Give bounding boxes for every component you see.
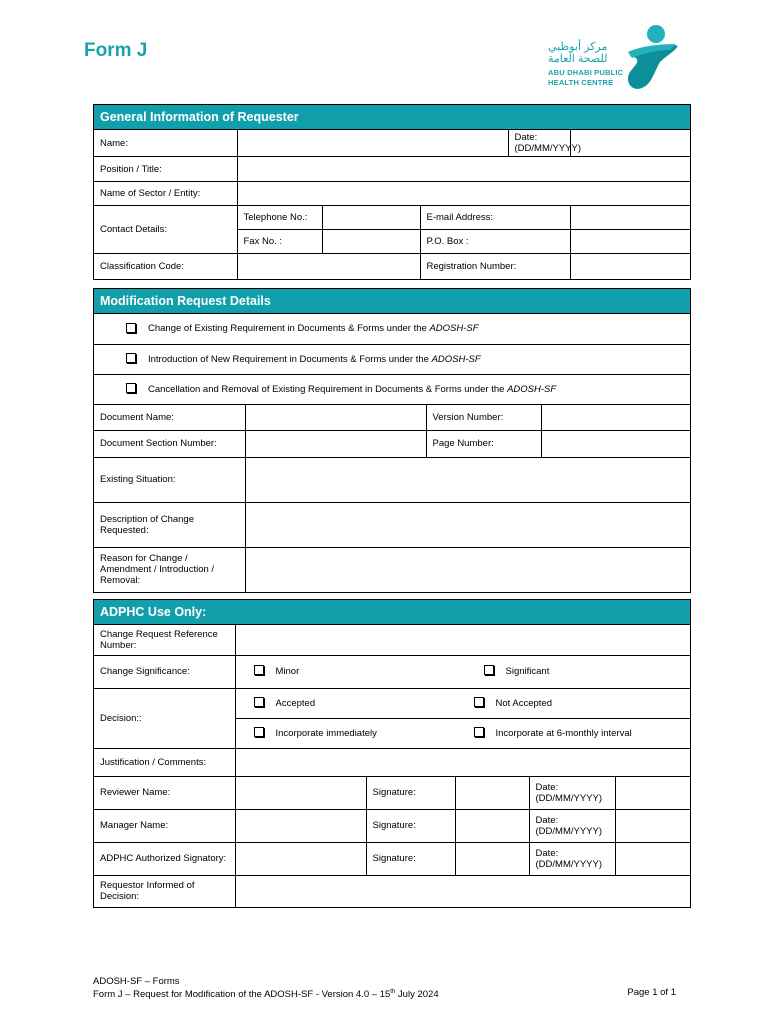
manager-field[interactable] — [235, 809, 366, 842]
checkbox-icon[interactable] — [254, 665, 264, 675]
general-information-section — [93, 104, 691, 280]
justification-field[interactable] — [235, 748, 690, 776]
email-field[interactable] — [570, 206, 690, 230]
contact-label: Contact Details: — [94, 206, 237, 254]
reviewer-label: Reviewer Name: — [94, 776, 235, 809]
sector-label: Name of Sector / Entity: — [94, 182, 237, 206]
option-not-accepted[interactable]: Not Accepted — [474, 698, 553, 709]
footer-line1: ADOSH-SF – Forms — [93, 976, 180, 987]
checkbox-icon[interactable] — [126, 323, 136, 333]
authorized-signatory-field[interactable] — [235, 842, 366, 875]
authorized-date-field[interactable] — [615, 842, 690, 875]
document-section-label: Document Section Number: — [94, 430, 245, 457]
name-field[interactable] — [237, 130, 508, 157]
manager-signature-field[interactable] — [455, 809, 529, 842]
option-accepted[interactable]: Accepted — [254, 698, 474, 709]
form-title: Form J — [84, 40, 148, 61]
checkbox-icon[interactable] — [126, 383, 136, 393]
position-label: Position / Title: — [94, 157, 237, 182]
document-name-label: Document Name: — [94, 404, 245, 430]
reviewer-signature-field[interactable] — [455, 776, 529, 809]
logo-arabic-line1: مركز أبوظبي — [548, 41, 608, 53]
manager-date-field[interactable] — [615, 809, 690, 842]
significance-options — [235, 655, 690, 688]
footer-line2: Form J – Request for Modification of the ADOSH-SF - Version 4.0 – 15th July 2024 — [93, 989, 439, 1001]
sector-field[interactable] — [237, 182, 690, 206]
reason-field[interactable] — [245, 547, 690, 592]
authorized-signatory-label: ADPHC Authorized Signatory: — [94, 842, 235, 875]
decision-row-2 — [235, 718, 690, 748]
significance-label: Change Significance: — [94, 655, 235, 688]
email-label: E-mail Address: — [420, 206, 570, 230]
fax-field[interactable] — [322, 230, 420, 254]
date-field[interactable] — [570, 130, 690, 157]
modification-section — [93, 288, 691, 593]
checkbox-icon[interactable] — [474, 697, 484, 707]
version-label: Version Number: — [426, 404, 541, 430]
requestor-informed-field[interactable] — [235, 875, 690, 907]
reviewer-date-label: Date: (DD/MM/YYYY) — [529, 776, 615, 809]
authorized-signature-label: Signature: — [366, 842, 455, 875]
date-label: Date: (DD/MM/YYYY) — [508, 130, 570, 157]
decision-label: Decision:: — [94, 688, 235, 748]
telephone-field[interactable] — [322, 206, 420, 230]
checkbox-icon[interactable] — [484, 665, 494, 675]
option-change-existing[interactable]: Change of Existing Requirement in Documents & Forms under the ADOSH-SF — [94, 314, 690, 344]
document-name-field[interactable] — [245, 404, 426, 430]
reviewer-signature-label: Signature: — [366, 776, 455, 809]
reviewer-date-field[interactable] — [615, 776, 690, 809]
adphc-logo — [540, 22, 682, 94]
footer — [93, 976, 439, 1000]
manager-signature-label: Signature: — [366, 809, 455, 842]
manager-date-label: Date: (DD/MM/YYYY) — [529, 809, 615, 842]
logo-english-line2: HEALTH CENTRE — [548, 78, 614, 87]
checkbox-icon[interactable] — [254, 727, 264, 737]
logo-english-line1: ABU DHABI PUBLIC — [548, 68, 624, 77]
checkbox-icon[interactable] — [474, 727, 484, 737]
telephone-label: Telephone No.: — [237, 206, 322, 230]
existing-situation-label: Existing Situation: — [94, 457, 245, 502]
registration-field[interactable] — [570, 254, 690, 279]
position-field[interactable] — [237, 157, 690, 182]
reason-label: Reason for Change / Amendment / Introduction / Removal: — [94, 547, 245, 592]
classification-field[interactable] — [237, 254, 420, 279]
description-label: Description of Change Requested: — [94, 502, 245, 547]
reference-field[interactable] — [235, 625, 690, 655]
classification-label: Classification Code: — [94, 254, 237, 279]
decision-row-1 — [235, 688, 690, 718]
document-section-field[interactable] — [245, 430, 426, 457]
checkbox-icon[interactable] — [254, 697, 264, 707]
requestor-informed-label: Requestor Informed of Decision: — [94, 875, 235, 907]
authorized-signature-field[interactable] — [455, 842, 529, 875]
general-information-header: General Information of Requester — [94, 105, 690, 130]
manager-label: Manager Name: — [94, 809, 235, 842]
pobox-field[interactable] — [570, 230, 690, 254]
page-number-label: Page Number: — [426, 430, 541, 457]
registration-label: Registration Number: — [420, 254, 570, 279]
option-significant[interactable]: Significant — [484, 666, 550, 677]
modification-header: Modification Request Details — [94, 289, 690, 314]
version-field[interactable] — [541, 404, 690, 430]
option-incorporate-immediately[interactable]: Incorporate immediately — [254, 728, 474, 739]
description-field[interactable] — [245, 502, 690, 547]
pobox-label: P.O. Box : — [420, 230, 570, 254]
option-incorporate-6-monthly[interactable]: Incorporate at 6-monthly interval — [474, 728, 632, 739]
option-introduce-new[interactable]: Introduction of New Requirement in Documents & Forms under the ADOSH-SF — [94, 344, 690, 374]
reviewer-field[interactable] — [235, 776, 366, 809]
name-label: Name: — [94, 130, 237, 157]
checkbox-icon[interactable] — [126, 353, 136, 363]
justification-label: Justification / Comments: — [94, 748, 235, 776]
reference-label: Change Request Reference Number: — [94, 625, 235, 655]
logo-arabic-line2: للصحة العامة — [548, 53, 608, 65]
page-number-field[interactable] — [541, 430, 690, 457]
logo-figure-icon — [620, 22, 682, 92]
option-cancel-remove[interactable]: Cancellation and Removal of Existing Requirement in Documents & Forms under the ADOSH-SF — [94, 374, 690, 404]
fax-label: Fax No. : — [237, 230, 322, 254]
page-number: Page 1 of 1 — [627, 987, 676, 998]
option-minor[interactable]: Minor — [254, 666, 484, 677]
adphc-section — [93, 599, 691, 908]
adphc-header: ADPHC Use Only: — [94, 600, 690, 625]
existing-situation-field[interactable] — [245, 457, 690, 502]
authorized-date-label: Date: (DD/MM/YYYY) — [529, 842, 615, 875]
